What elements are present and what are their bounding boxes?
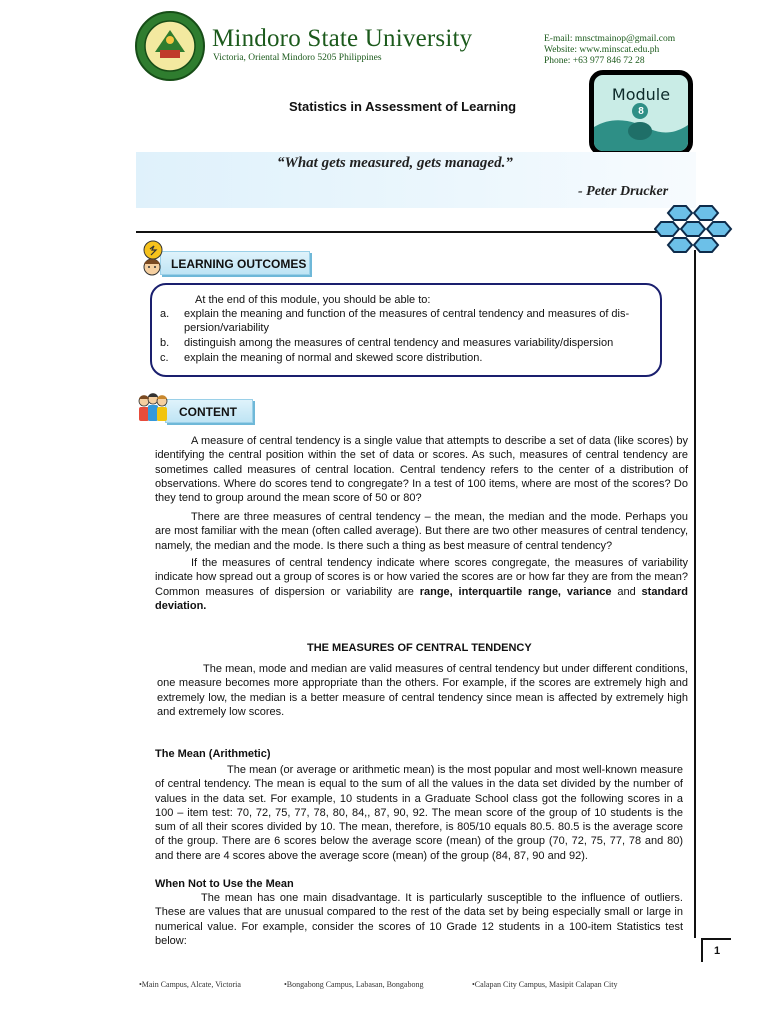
outcomes-intro: At the end of this module, you should be able to: [195,294,431,306]
measures-central-tendency-heading: THE MEASURES OF CENTRAL TENDENCY [307,642,532,654]
module-number: 8 [638,106,644,117]
list-item-text: explain the meaning of normal and skewed score distribution. [184,352,483,364]
hexagon-cluster-icon [654,204,738,258]
list-item [160,336,655,350]
kids-group-icon [136,391,170,425]
module-label: Module [611,85,671,104]
list-item-label: c. [160,352,169,364]
vertical-divider [694,250,696,938]
variability-text-start: If the measures of central tendency indicate where scores congregate, the measures of variability indicate how spread out a group of scores is or how varied the scores are or how far they are from the mean? Common measures of dispersion or variability are [155,557,688,598]
paragraph-three-measures: There are three measures of central tendency – the mean, the median and the mode. Perhaps you are most familiar with the mean (often called average). But there are two other measures of central tendency, namely, the median and the mode. Is there such a thing as best measure of central tendency? [155,511,688,552]
contact-phone: Phone: +63 977 846 72 28 [544,56,645,66]
paragraph-central-tendency-intro: A measure of central tendency is a single value that attempts to describe a set of data (like scores) by identifying the central position within the set of data or scores. As such, measures of central tendency are sometimes called measures of central location. Central tendency refers to the center of a distribution of observations. Where do scores tend to congregate? In a test of 100 items, where are most of the scores? Do they tend to group around the mean score of 50 or 80? [155,435,688,505]
when-not-mean-heading: When Not to Use the Mean [155,878,294,890]
list-item-label: a. [160,308,170,320]
contact-email: E-mail: mnsctmainop@gmail.com [544,34,676,44]
document-title: Statistics in Assessment of Learning [289,99,517,114]
standard-deviation-bold: standard deviation. [155,585,689,612]
list-item [160,307,655,335]
paragraph-measures-validity: The mean, mode and median are valid measures of central tendency but under different conditions, one measure becomes more appropriate than the others. For example, if the scores are extremely high and extremely low, the median is a better measure of central tendency since mean is affected by extremely high and extremely low scores. [157,663,688,718]
variability-text-and: and [611,585,642,598]
university-name: Mindoro State University [212,25,473,52]
paragraph-mean-disadvantage: The mean has one main disadvantage. It is particularly susceptible to the influence of outliers. These are values that are unusual compared to the rest of the data set by being especially small or large in numerical value. For example, consider the scores of 10 Grade 12 students in a 100-item Statistics test below: [155,892,683,947]
module-badge [589,70,693,156]
list-item-label: b. [160,337,170,349]
list-item-text: distinguish among the measures of central tendency and measures variability/dispersion [184,337,614,349]
footer-campus-main: •Main Campus, Alcate, Victoria [139,980,241,989]
mean-heading: The Mean (Arithmetic) [155,748,271,760]
letterhead [0,0,768,80]
horizontal-divider [136,231,660,233]
footer-campus-calapan: •Calapan City Campus, Masipit Calapan City [472,980,618,989]
contact-website: Website: www.minscat.edu.ph [544,45,660,55]
paragraph-mean-definition: The mean (or average or arithmetic mean) is the most popular and most well-known measure of central tendency. The mean is equal to the sum of all the values in the data set divided by the number of values in the data set. For example, 10 students in a Graduate School class got the following scores in a 100 – item test: 70, 72, 75, 77, 78, 80, 84,, 87, 90, 92. The mean score of the group of 10 students is the sum of all their scores divided by 10. The mean, therefore, is 805/10 equals 80.5. 80.5 is the average score of the group. There are 6 scores below the average score (mean) of the group (70, 72, 75, 77, 78 and 80) and there are 4 scores above the average score (mean) of the group (84, 87, 90 and 92). [155,764,683,862]
list-item [160,351,655,365]
university-seal-logo [134,10,206,82]
learning-outcomes-heading: LEARNING OUTCOMES [160,251,310,275]
contact-info [544,34,675,67]
paragraph-variability [155,556,688,613]
lightbulb-kid-icon [136,240,170,278]
footer-campus-bongabong: •Bongabong Campus, Labasan, Bongabong [284,980,424,989]
content-heading: CONTENT [165,399,253,423]
university-address: Victoria, Oriental Mindoro 5205 Philippines [213,53,382,63]
page-number: 1 [701,938,731,962]
list-item-text: explain the meaning and function of the measures of central tendency and measures of dis-persion/variability [184,308,630,334]
quote-text: “What gets measured, gets managed.” [277,155,513,171]
quote-author: - Peter Drucker [578,184,669,199]
variability-measures-bold: range, interquartile range, variance [419,585,612,598]
